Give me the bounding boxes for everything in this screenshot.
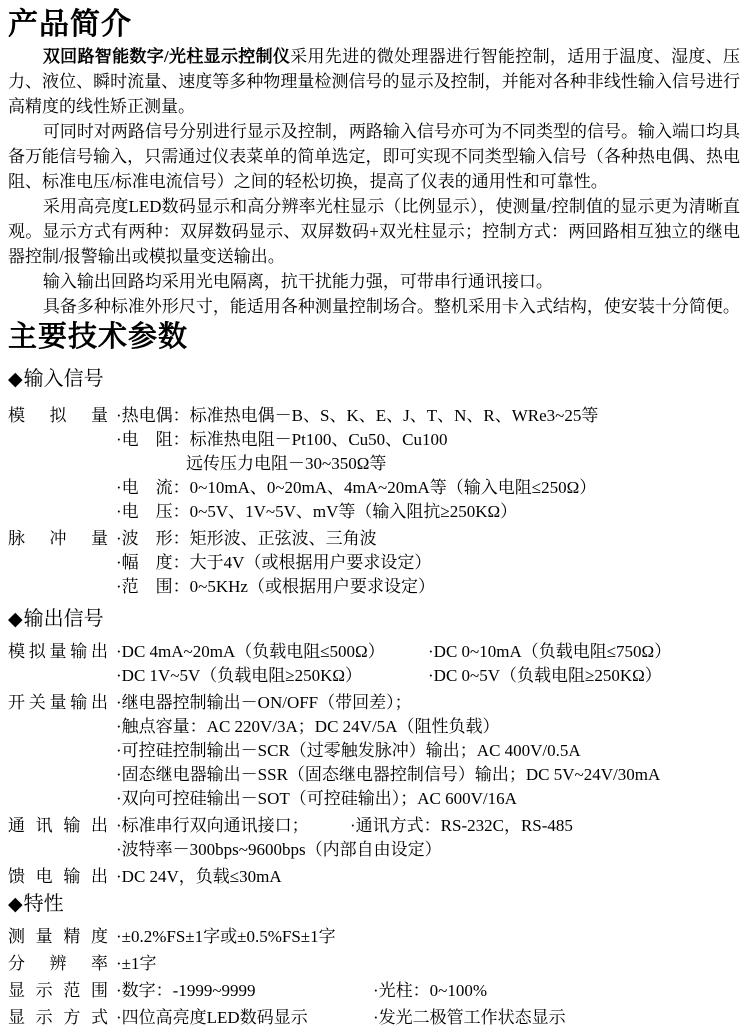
tech-params-title: 主要技术参数 (8, 321, 189, 353)
param-line (116, 1006, 740, 1030)
param-row-analog-input (8, 404, 740, 524)
param-line: ·触点容量：AC 220V/3A；DC 24V/5A（阻性负载） (116, 717, 500, 736)
param-label: 显 示 方 式 (8, 1008, 108, 1027)
intro-section (8, 44, 740, 319)
param-label: 模拟量输出 (8, 642, 108, 661)
param-line: ·范 围：0~5KHz（或根据用户要求设定） (116, 577, 435, 596)
param-text: ·DC 0~10mA（负载电阻≤750Ω） (428, 642, 672, 661)
param-content (116, 925, 740, 949)
param-line (116, 979, 740, 1003)
section-heading-output (8, 607, 740, 632)
param-line (116, 814, 740, 838)
section-heading-features-label: 特性 (23, 893, 64, 915)
param-text: ·DC 1V~5V（负载电阻≥250KΩ） (116, 666, 363, 685)
param-line: ·幅 度：大于4V（或根据用户要求设定） (116, 553, 432, 572)
param-line: ·继电器控制输出－ON/OFF（带回差）； (116, 693, 412, 712)
diamond-icon: ◆ (8, 609, 23, 630)
param-text: ·通讯方式：RS-232C，RS-485 (350, 816, 573, 835)
param-row-display-range (8, 979, 740, 1003)
intro-paragraph-3: 采用高亮度LED数码显示和高分辨率光柱显示（比例显示），使测量/控制值的显示更为清晰直观。显示方式有两种：双屏数码显示、双屏数码+双光柱显示；控制方式：两回路相互独立的继电器控制/报警输出或模拟量变送输出。 (8, 197, 740, 266)
page-title: 产品简介 (8, 8, 132, 41)
param-text: ·DC 4mA~20mA（负载电阻≤500Ω） (116, 642, 385, 661)
section-heading-features (8, 892, 740, 917)
param-row-accuracy (8, 925, 740, 949)
param-label: 开关量输出 (8, 693, 108, 712)
param-line: 远传压力电阻－30~350Ω等 (186, 454, 387, 473)
diamond-icon: ◆ (8, 894, 23, 915)
section-heading-input (8, 367, 740, 392)
param-line: ·DC 24V，负载≤30mA (116, 867, 282, 886)
param-content (116, 404, 740, 524)
param-line (116, 664, 740, 688)
diamond-icon: ◆ (8, 369, 23, 390)
param-line: ·固态继电器输出－SSR（固态继电器控制信号）输出；DC 5V~24V/30mA (116, 765, 661, 784)
param-line: ·波特率－300bps~9600bps（内部自由设定） (116, 840, 442, 859)
intro-paragraph-1-text: 采用先进的微处理器进行智能控制，适用于温度、湿度、压力、液位、瞬时流量、速度等多种物理量检测信号的显示及控制，并能对各种非线性输入信号进行高精度的线性矫正测量。 (8, 47, 740, 116)
section-heading-input-label: 输入信号 (23, 368, 104, 390)
section-heading-output-label: 输出信号 (23, 608, 104, 630)
param-row-display-mode (8, 1006, 740, 1030)
param-content (116, 814, 740, 862)
param-row-resolution (8, 952, 740, 976)
param-label: 馈 电 输 出 (8, 867, 108, 886)
param-label: 脉 冲 量 (8, 529, 108, 548)
param-text: ·数字：-1999~9999 (116, 981, 256, 1000)
intro-paragraph-5: 具备多种标准外形尺寸，能适用各种测量控制场合。整机采用卡入式结构，使安装十分简便。 (42, 297, 740, 316)
param-text: ·光柱：0~100% (373, 981, 488, 1000)
param-label: 模 拟 量 (8, 406, 108, 425)
param-content (116, 979, 740, 1003)
param-row-pulse-input (8, 527, 740, 599)
param-line: ·热电偶：标准热电偶－B、S、K、E、J、T、N、R、WRe3~25等 (116, 406, 599, 425)
param-label: 分 辨 率 (8, 954, 108, 973)
param-label: 显 示 范 围 (8, 981, 108, 1000)
param-line: ·波 形：矩形波、正弦波、三角波 (116, 529, 377, 548)
param-row-analog-output (8, 640, 740, 688)
param-row-feed-output (8, 865, 740, 889)
intro-paragraph-1 (8, 44, 740, 119)
param-text: ·发光二极管工作状态显示 (373, 1008, 566, 1027)
param-line: ·电 阻：标准热电阻－Pt100、Cu50、Cu100 (116, 430, 448, 449)
param-line (116, 640, 740, 664)
param-content (116, 527, 740, 599)
param-text: ·四位高亮度LED数码显示 (116, 1008, 308, 1027)
param-content (116, 952, 740, 976)
param-line: ·电 压：0~5V、1V~5V、mV等（输入阻抗≥250KΩ） (116, 502, 518, 521)
param-text: ·标准串行双向通讯接口； (116, 816, 309, 835)
param-content (116, 865, 740, 889)
param-content (116, 1006, 740, 1030)
param-line: ·±0.2%FS±1字或±0.5%FS±1字 (116, 927, 336, 946)
param-row-comm-output (8, 814, 740, 862)
intro-paragraph-2: 可同时对两路信号分别进行显示及控制，两路输入信号亦可为不同类型的信号。输入端口均具备万能信号输入，只需通过仪表菜单的简单选定，即可实现不同类型输入信号（各种热电偶、热电阻、标准电压/标准电流信号）之间的轻松切换，提高了仪表的通用性和可靠性。 (8, 122, 740, 191)
param-content (116, 691, 740, 811)
param-line: ·±1字 (116, 954, 157, 973)
param-row-switch-output (8, 691, 740, 811)
param-label: 测 量 精 度 (8, 927, 108, 946)
param-line: ·双向可控硅输出－SOT（可控硅输出）；AC 600V/16A (116, 789, 517, 808)
param-line: ·电 流：0~10mA、0~20mA、4mA~20mA等（输入电阻≤250Ω） (116, 478, 597, 497)
param-line: ·可控硅控制输出－SCR（过零触发脉冲）输出；AC 400V/0.5A (116, 741, 581, 760)
intro-paragraph-4: 输入输出回路均采用光电隔离，抗干扰能力强，可带串行通讯接口。 (42, 272, 553, 291)
param-label: 通 讯 输 出 (8, 816, 108, 835)
product-name: 双回路智能数字/光柱显示控制仪 (42, 47, 291, 66)
param-content (116, 640, 740, 688)
param-text: ·DC 0~5V（负载电阻≥250KΩ） (428, 666, 662, 685)
